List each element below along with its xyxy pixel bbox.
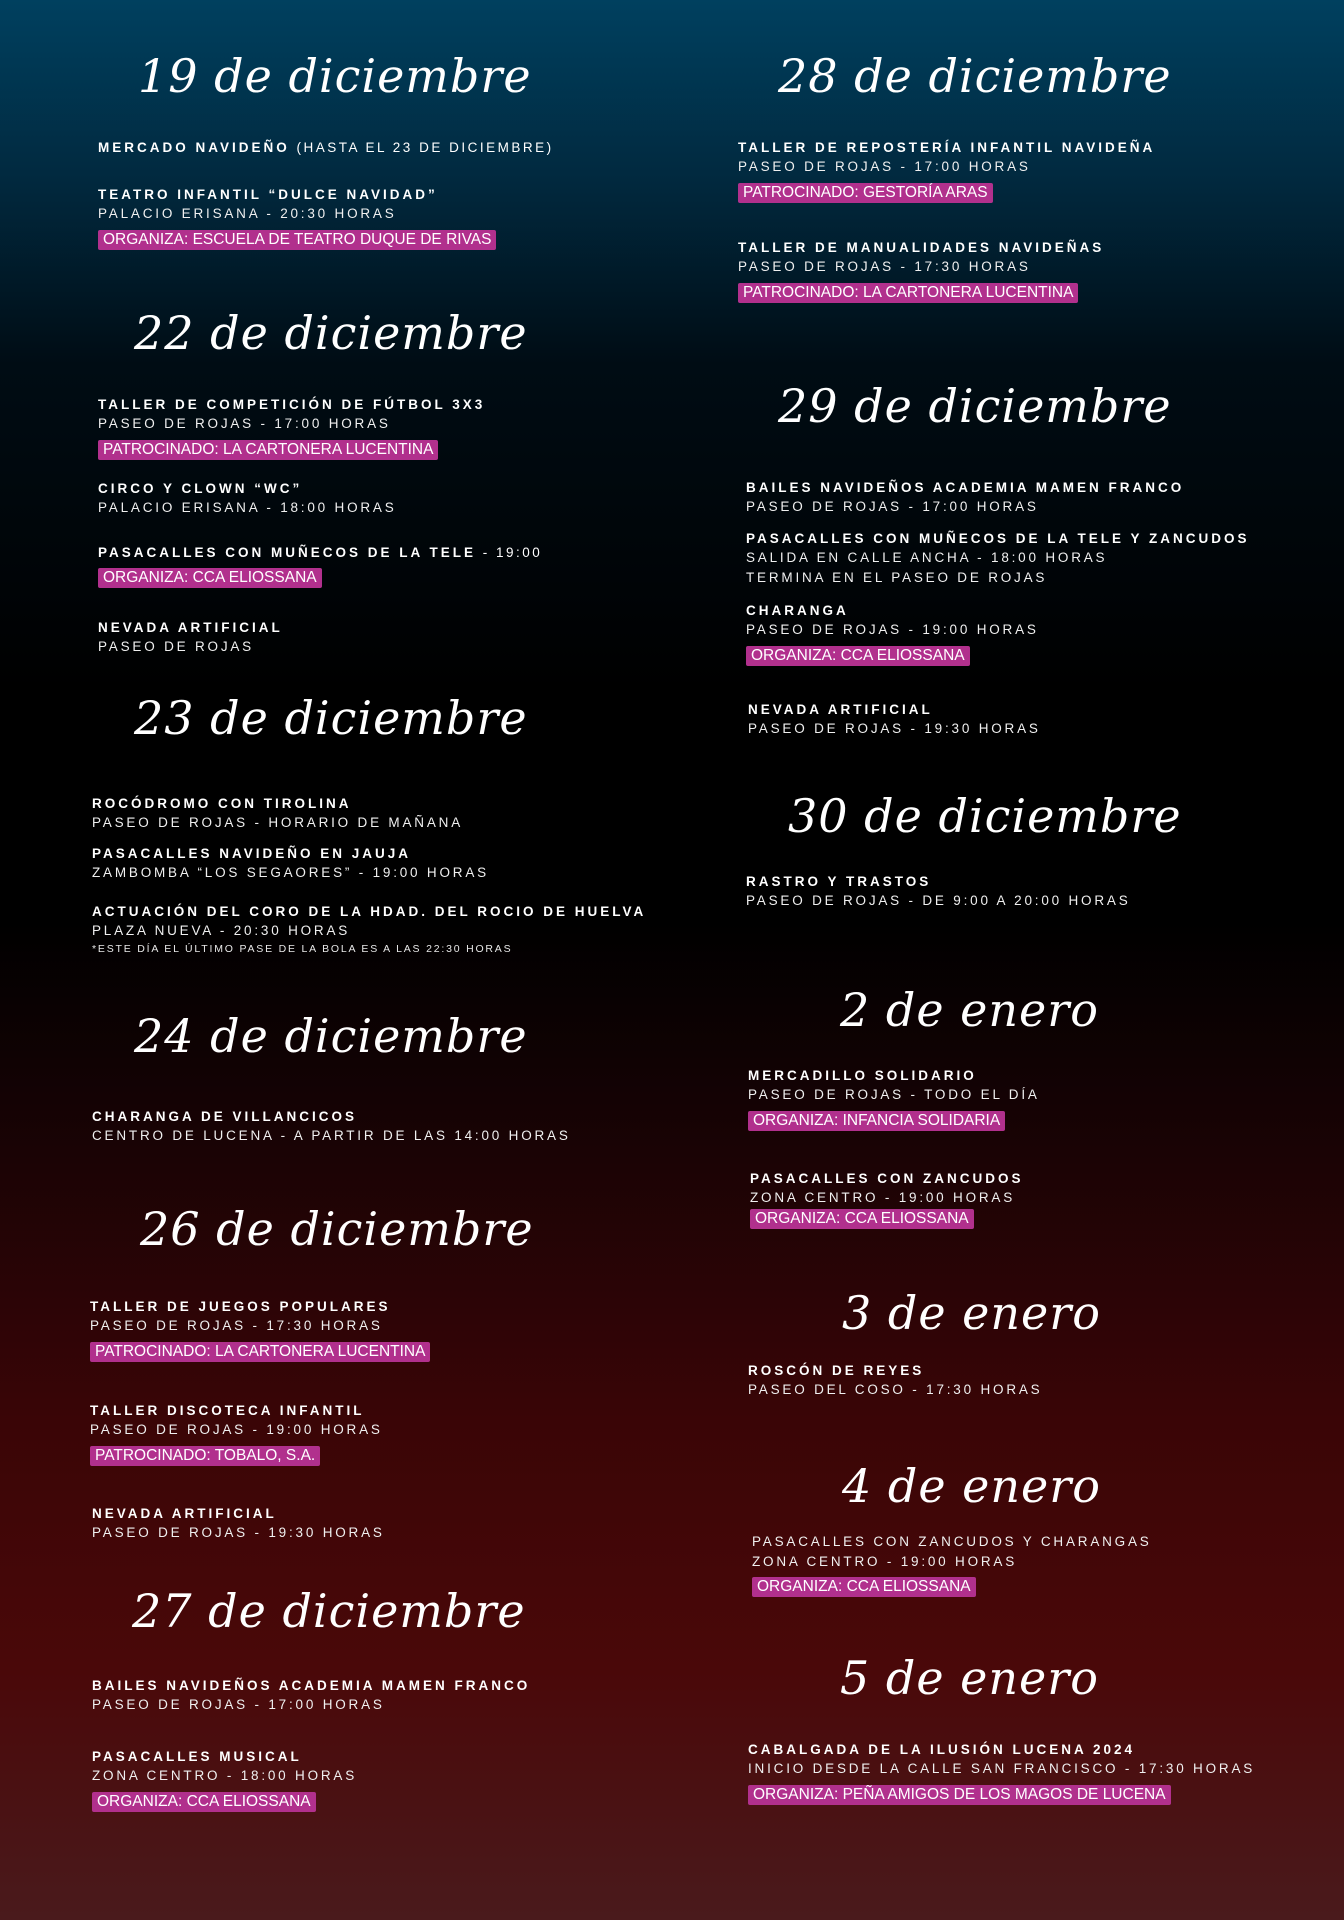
day-heading-30-diciembre: 30 de diciembre [788,789,1182,843]
event-title: PASACALLES NAVIDEÑO EN JAUJA [92,846,412,861]
event-title: ACTUACIÓN DEL CORO DE LA HDAD. DEL ROCIO DE HUELVA [92,904,647,919]
event-title: TEATRO INFANTIL “DULCE NAVIDAD” [98,187,438,202]
event-pasacalles-zancudos-29 [746,529,1250,587]
event-title: CABALGADA DE LA ILUSIÓN LUCENA 2024 [748,1742,1136,1757]
day-heading-26-diciembre: 26 de diciembre [140,1202,534,1256]
sponsor-badge: PATROCINADO: GESTORÍA ARAS [738,183,993,203]
event-pasacalles-zancudos-2 [750,1169,1024,1229]
event-title: CIRCO Y CLOWN “WC” [98,481,303,496]
event-location: PASEO DEL COSO - 17:30 HORAS [748,1382,1043,1397]
event-juegos-populares [90,1297,430,1362]
event-bailes-navidenos-29 [746,478,1184,517]
event-footnote: *ESTE DÍA EL ÚLTIMO PASE DE LA BOLA ES A LAS 22:30 HORAS [92,942,513,955]
event-title: ROCÓDROMO CON TIROLINA [92,796,352,811]
event-title: TALLER DE JUEGOS POPULARES [90,1299,391,1314]
event-title: TALLER DE REPOSTERÍA INFANTIL NAVIDEÑA [738,140,1156,155]
event-nevada-artificial [98,618,283,657]
event-title: NEVADA ARTIFICIAL [98,620,283,635]
event-location: PASEO DE ROJAS - 19:00 HORAS [746,622,1039,637]
event-title: PASACALLES CON MUÑECOS DE LA TELE [98,545,477,560]
event-discoteca-infantil [90,1401,383,1466]
event-location: ZONA CENTRO - 19:00 HORAS [752,1553,1018,1569]
event-location: SALIDA EN CALLE ANCHA - 18:00 HORAS [746,550,1108,565]
event-title: RASTRO Y TRASTOS [746,874,932,889]
event-location: PASEO DE ROJAS - TODO EL DÍA [748,1087,1040,1102]
event-bailes-navidenos-27 [92,1676,530,1715]
day-heading-5-enero: 5 de enero [840,1651,1099,1705]
event-location: ZONA CENTRO - 18:00 HORAS [92,1768,358,1783]
organizer-badge: ORGANIZA: INFANCIA SOLIDARIA [748,1111,1005,1131]
sponsor-badge: PATROCINADO: LA CARTONERA LUCENTINA [98,440,438,460]
event-title: PASACALLES MUSICAL [92,1749,302,1764]
organizer-badge: ORGANIZA: ESCUELA DE TEATRO DUQUE DE RIVAS [98,230,496,250]
sponsor-badge: PATROCINADO: TOBALO, S.A. [90,1446,320,1466]
event-location: PASEO DE ROJAS - 17:30 HORAS [90,1318,383,1333]
day-heading-27-diciembre: 27 de diciembre [132,1584,526,1638]
event-location: PASEO DE ROJAS - HORARIO DE MAÑANA [92,815,463,830]
event-location: PLAZA NUEVA - 20:30 HORAS [92,923,351,938]
event-pasacalles-musical [92,1747,357,1812]
event-pasacalles-zancudos-charangas [752,1532,1152,1597]
event-manualidades-navidenas [738,238,1104,303]
event-circo-clown [98,479,397,518]
event-title: PASACALLES CON MUÑECOS DE LA TELE Y ZANCUDOS [746,531,1250,546]
organizer-badge: ORGANIZA: CCA ELIOSSANA [746,646,970,666]
event-location: PASEO DE ROJAS - 17:00 HORAS [92,1697,385,1712]
day-heading-24-diciembre: 24 de diciembre [134,1009,528,1063]
event-title: TALLER DE MANUALIDADES NAVIDEÑAS [738,240,1105,255]
event-title: BAILES NAVIDEÑOS ACADEMIA MAMEN FRANCO [746,480,1185,495]
event-cabalgada-ilusion [748,1740,1255,1805]
event-nevada-artificial-29 [748,700,1041,739]
day-heading-2-enero: 2 de enero [840,983,1099,1037]
day-heading-4-enero: 4 de enero [842,1459,1101,1513]
event-location: CENTRO DE LUCENA - A PARTIR DE LAS 14:00 HORAS [92,1128,571,1143]
day-heading-19-diciembre: 19 de diciembre [138,49,532,103]
event-time: - 19:00 [482,545,543,560]
event-title: MERCADILLO SOLIDARIO [748,1068,977,1083]
event-location: PASEO DE ROJAS - 19:30 HORAS [92,1525,385,1540]
event-title: CHARANGA [746,603,849,618]
organizer-badge: ORGANIZA: CCA ELIOSSANA [750,1209,974,1229]
day-heading-29-diciembre: 29 de diciembre [778,379,1172,433]
event-charanga-29 [746,601,1039,666]
event-title: PASACALLES CON ZANCUDOS [750,1171,1024,1186]
event-pasacalles-munecos [98,543,542,588]
event-title: ROSCÓN DE REYES [748,1363,925,1378]
event-title: CHARANGA DE VILLANCICOS [92,1109,358,1124]
event-location: ZAMBOMBA “LOS SEGAORES” - 19:00 HORAS [92,865,489,880]
day-heading-3-enero: 3 de enero [842,1286,1101,1340]
event-location: INICIO DESDE LA CALLE SAN FRANCISCO - 17:30 HORAS [748,1761,1256,1776]
event-pasacalles-jauja [92,844,489,883]
event-mercado-navideno [98,138,554,157]
event-location-end: TERMINA EN EL PASEO DE ROJAS [746,569,1048,585]
sponsor-badge: PATROCINADO: LA CARTONERA LUCENTINA [738,283,1078,303]
event-title: NEVADA ARTIFICIAL [92,1506,277,1521]
organizer-badge: ORGANIZA: CCA ELIOSSANA [92,1792,316,1812]
organizer-badge: ORGANIZA: PEÑA AMIGOS DE LOS MAGOS DE LUCENA [748,1785,1171,1805]
sponsor-badge: PATROCINADO: LA CARTONERA LUCENTINA [90,1342,430,1362]
event-location: PASEO DE ROJAS - 19:00 HORAS [90,1422,383,1437]
event-nevada-artificial-26 [92,1504,385,1543]
event-title: MERCADO NAVIDEÑO [98,140,290,155]
event-coro-rocio [92,902,646,957]
event-mercadillo-solidario [748,1066,1040,1131]
event-title: BAILES NAVIDEÑOS ACADEMIA MAMEN FRANCO [92,1678,531,1693]
event-title: TALLER DISCOTECA INFANTIL [90,1403,365,1418]
organizer-badge: ORGANIZA: CCA ELIOSSANA [98,568,322,588]
event-location: PALACIO ERISANA - 20:30 HORAS [98,206,397,221]
event-location: PASEO DE ROJAS - 17:00 HORAS [746,499,1039,514]
event-location: PASEO DE ROJAS - 17:00 HORAS [98,416,391,431]
event-note: (HASTA EL 23 DE DICIEMBRE) [296,140,554,155]
event-charanga-villancicos [92,1107,571,1146]
event-teatro-infantil [98,185,496,250]
event-location: PALACIO ERISANA - 18:00 HORAS [98,500,397,515]
event-location: PASEO DE ROJAS - 17:00 HORAS [738,159,1031,174]
event-location: PASEO DE ROJAS - 19:30 HORAS [748,721,1041,736]
event-location: PASEO DE ROJAS [98,639,254,654]
organizer-badge: ORGANIZA: CCA ELIOSSANA [752,1577,976,1597]
event-rocodromo [92,794,463,833]
day-heading-28-diciembre: 28 de diciembre [778,49,1172,103]
day-heading-22-diciembre: 22 de diciembre [134,306,528,360]
event-reposteria-infantil [738,138,1155,203]
event-roscon-reyes [748,1361,1042,1400]
event-futbol-3x3 [98,395,485,460]
day-heading-23-diciembre: 23 de diciembre [134,691,528,745]
event-location: PASEO DE ROJAS - 17:30 HORAS [738,259,1031,274]
event-title: NEVADA ARTIFICIAL [748,702,933,717]
event-title: TALLER DE COMPETICIÓN DE FÚTBOL 3X3 [98,397,486,412]
event-location: PASEO DE ROJAS - DE 9:00 A 20:00 HORAS [746,893,1131,908]
event-location: ZONA CENTRO - 19:00 HORAS [750,1190,1016,1205]
event-title: PASACALLES CON ZANCUDOS Y CHARANGAS [752,1534,1152,1549]
event-rastro-trastos [746,872,1131,911]
